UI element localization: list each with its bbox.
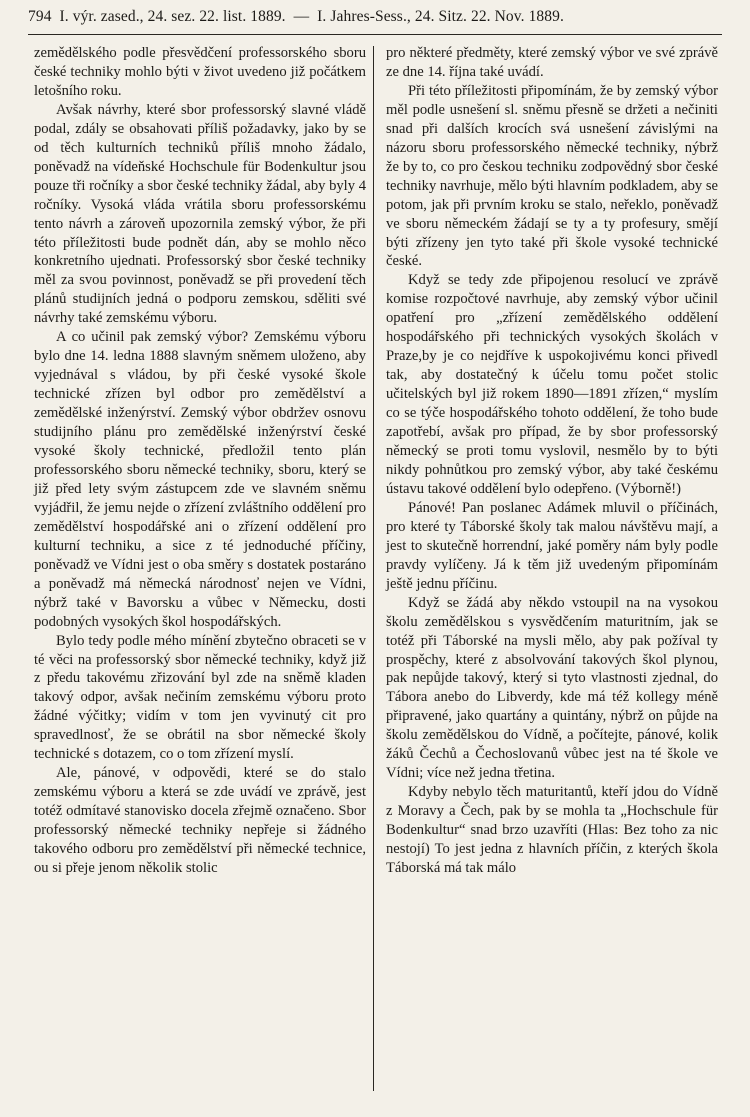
column-divider xyxy=(373,46,374,1091)
header-dash: — xyxy=(293,8,310,25)
header-title-czech: I. výr. zased., 24. sez. 22. list. 1889. xyxy=(59,8,286,25)
paragraph: Když se tedy zde připojenou resolucí ve zprávě komise rozpočtové navrhuje, aby zemský výbor učinil opatření pro „zřízení zemědělského oddělení hospodářského při technických vysokých školách v Praze,by je co nejdříve k uspokojivému konci přivedl tak, aby dostatečný k účelu tomu počet stolic učitelských byl již rokem 1890—1891 zřízen,“ myslím co se týče hospodářského tohoto oddělení, že toho bude zapotřebí, avšak pro případ, že by sbor professorský německý se proti tomu vyslovil, nesmělo by to býti nikdy pohnůtkou pro zemský výbor, aby také českému ústavu takové oddělení bylo odepřeno. (Výborně!) xyxy=(386,272,718,497)
paragraph: Ale, pánové, v odpovědi, které se do stalo zemskému výboru a která se zde uvádí ve zprávě, jest totéž odmítavé stanovisko docela zřejmě označeno. Sbor professorský německé techniky nepřeje si žádného takového odboru pro zemědělství při německé technice, ou si přeje jenom několik stolic xyxy=(34,765,366,876)
paragraph: Pánové! Pan poslanec Adámek mluvil o příčinách, pro které ty Táborské školy tak malou návštěvu mají, a jest to skutečně horrendní, jaké poměry nám byly podle pravdy vylíčeny. Já k těm již uvedeným připomínám ještě jednu příčinu. xyxy=(386,499,718,592)
header-title-german: I. Jahres-Sess., 24. Sitz. 22. Nov. 1889. xyxy=(317,8,564,25)
paragraph: Bylo tedy podle mého mínění zbytečno obraceti se v té věci na professorský sbor německé techniky, když již z předu takovému zřizování byl zde na sněmě kladen takový odpor, avšak nečiním zemskému výboru proto žádné výčitky; vidím v tom jen vyvinutý cit pro spravedlnosť, že se obrátil na sbor německé školy technické s dotazem, co o tom zřízení myslí. xyxy=(34,632,366,763)
paragraph: A co učinil pak zemský výbor? Zemskému výboru bylo dne 14. ledna 1888 slavným sněmem uloženo, aby vyjednával s vládou, by při české vysoké škole technické zřízen byl odbor pro zemědělství a zemědělské inženýrství. Zemský výbor obdržev osnovu studijního plánu pro zemědělské inženýrství české vysoké školy technické, předložil tento plán professorského sboru německé techniky, sboru, který se již před lety svým zástupcem zde ve slavném sněmu vyjádřil, že jemu nejde o zřízení zvláštního oddělení pro zemědělství hospodářské ani o zřízení oddělení pro kulturní techniku, a sice z té jednoduché příčiny, poněvadž ve Vídni jest o oba směry s dostatek postaráno a poněvadž má německá národnosť nejen ve Vídni, nýbrž také v Bavorsku a vůbec v Německu, dosti podobných vysokých škol hospodářských. xyxy=(34,329,366,630)
paragraph: Při této příležitosti připomínám, že by zemský výbor měl podle usnešení sl. sněmu přesně se držeti a nečiniti snad při dalších krocích svá usnešení závislými na názoru sboru professorského německé techniky, nýbrž že by to, co pro českou techniku zodpovědný sbor české techniky navrhuje, mělo býti hlavním podkladem, aby se potom, jak při prvním kroku se stalo, neřeklo, poněvadž ve sboru německém žádají se ty a ty profesury, smějí býti zřízeny jen tyto také při škole vysoké technické české. xyxy=(386,82,718,270)
page-header xyxy=(28,8,718,32)
paragraph: Avšak návrhy, které sbor professorský slavné vládě podal, zdály se obsahovati příliš požadavky, jako by se od těch kulturních techniků příliš mnoho žádalo, poněvadž na vídeňské Hochschule für Bodenkultur jsou pouze tři ročníky a sbor české techniky žádal, aby byly 4 ročníky. Vysoká vláda vrátila sboru professorskému tento návrh a zároveň upozornila zemský výbor, že při této příležitosti bude podnět dán, aby se mohlo něco konkretního ujednati. Professorský sbor české techniky měl za svou povinnost, poněvadž se při provedení těch plánů studijních jedná o podporu zemskou, sděliti své návrhy také zemskému výboru. xyxy=(34,101,366,327)
right-column xyxy=(386,44,718,878)
header-rule xyxy=(28,34,722,35)
paragraph: Kdyby nebylo těch maturitantů, kteří jdou do Vídně z Moravy a Čech, pak by se mohla ta „Hochschule für Bodenkultur“ snad brzo uzavříti (Hlas: Bez toho za nic nestojí) To jest jedna z hlavních příčin, z kterých škola Táborská má tak málo xyxy=(386,784,718,876)
paragraph: zemědělského podle přesvědčení professorského sboru české techniky mohlo býti v život uvedeno již počátkem letošního roku. xyxy=(34,45,366,99)
paragraph: pro některé předměty, které zemský výbor ve své zprávě ze dne 14. října také uvádí. xyxy=(386,45,718,80)
paragraph: Když se žádá aby někdo vstoupil na na vysokou školu zemědělskou s vysvědčením maturitním, jak se totéž při Táborské na mysli mělo, aby pak požíval ty prospěchy, které z absolvování takových škol plynou, pak nepůjde takový, který si tyto vlastnosti zjednal, do Tábora anebo do Libverdy, kde má též kollegy méně připravené, jako quartány a quintány, nýbrž on půjde na školu zemědělskou do Vídně, a počítejte, pánové, kolik žáků Čechů a Čechoslovanů vůbec jest na té škole ve Vídni; více než jedna třetina. xyxy=(386,594,718,782)
left-column xyxy=(34,44,366,878)
page-number: 794 xyxy=(28,8,52,25)
